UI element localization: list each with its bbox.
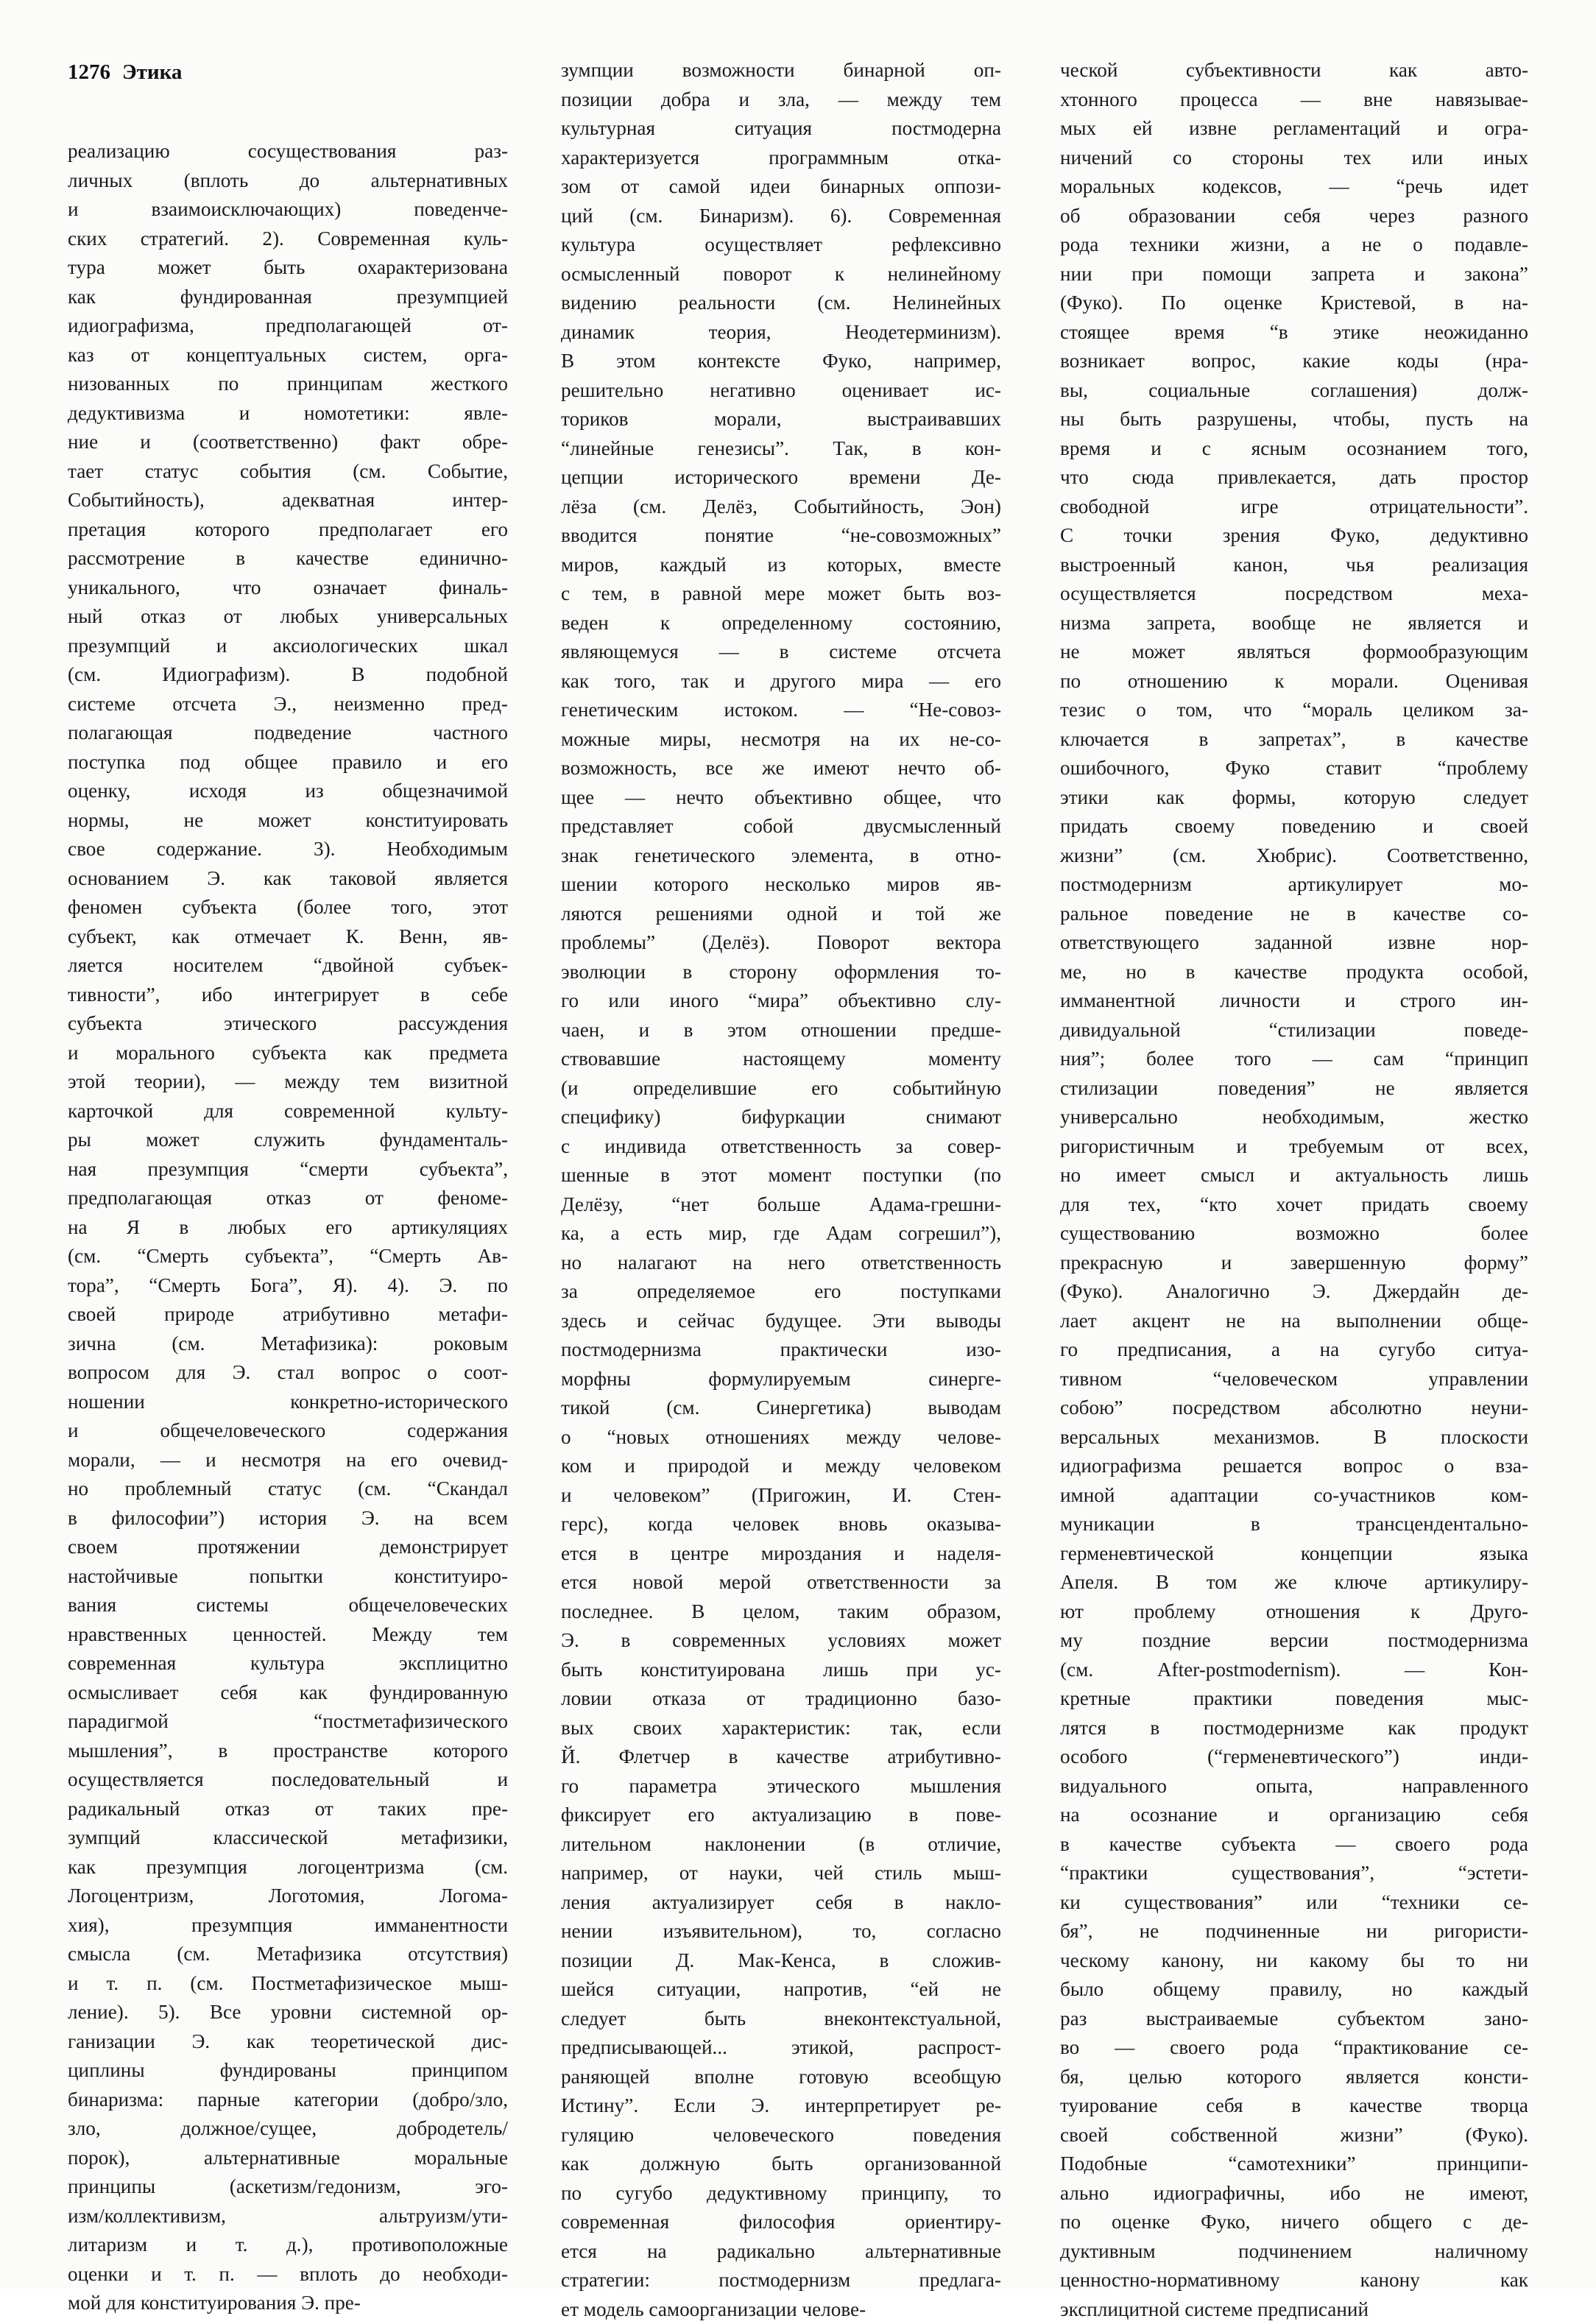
text-line: уникального, что означает финаль- <box>68 573 508 603</box>
text-line: этики как формы, которую следует <box>1060 783 1528 813</box>
text-line: ляются решениями одной и той же <box>561 900 1001 929</box>
text-line: как того, так и другого мира — его <box>561 667 1001 696</box>
text-line: ториков морали, выстраивавших <box>561 405 1001 434</box>
text-line: туирование себя в качестве творца <box>1060 2091 1528 2121</box>
text-line: возникает вопрос, какие коды (нра- <box>1060 347 1528 376</box>
text-line: не может являться формообразующим <box>1060 637 1528 667</box>
text-line: например, от науки, чей стиль мыш- <box>561 1859 1001 1888</box>
text-line: тивности”, ибо интегрирует в себе <box>68 981 508 1010</box>
text-line: ние и (соответственно) факт обре- <box>68 428 508 457</box>
text-line: тезис о том, что “мораль целиком за- <box>1060 696 1528 725</box>
text-line: парадигмой “постметафизического <box>68 1707 508 1737</box>
text-line: Делёзу, “нет больше Адама-грешни- <box>561 1190 1001 1220</box>
text-line: бя”, не подчиненные ни ригористи- <box>1060 1917 1528 1946</box>
text-line: но проблемный статус (см. “Скандал <box>68 1474 508 1504</box>
text-line: мых ей извне регламентаций и огра- <box>1060 114 1528 144</box>
text-line: ком и природой и между человеком <box>561 1452 1001 1481</box>
text-line: дивидуальной “стилизации поведе- <box>1060 1016 1528 1045</box>
text-line: ских стратегий. 2). Современная куль- <box>68 225 508 254</box>
text-line: быть конституирована лишь при ус- <box>561 1656 1001 1685</box>
text-line: тает статус события (см. Событие, <box>68 457 508 487</box>
text-line: генетическим истоком. — “Не-совоз- <box>561 696 1001 725</box>
text-line: специфику) бифуркации снимают <box>561 1103 1001 1132</box>
text-line: Событийность), адекватная интер- <box>68 486 508 515</box>
text-line: являющемуся — в системе отсчета <box>561 637 1001 667</box>
text-line: тора”, “Смерть Бога”, Я). 4). Э. по <box>68 1271 508 1301</box>
text-line: осуществляется последовательный и <box>68 1765 508 1795</box>
text-line: было общему правилу, но каждый <box>1060 1975 1528 2005</box>
text-line: динамик теория, Неодетерминизм). <box>561 318 1001 347</box>
text-line: порок), альтернативные моральные <box>68 2144 508 2173</box>
text-line: мой для конституирования Э. пре- <box>68 2289 508 2318</box>
text-column-1 <box>68 137 508 2257</box>
text-column-3 <box>1060 56 1528 2176</box>
text-line: версальных механизмов. В плоскости <box>1060 1423 1528 1452</box>
text-line: смысла (см. Метафизика отсутствия) <box>68 1940 508 1969</box>
text-line: моральных кодексов, — “речь идет <box>1060 172 1528 202</box>
text-line: здесь и сейчас будущее. Эти выводы <box>561 1307 1001 1336</box>
text-line: по отношению к морали. Оценивая <box>1060 667 1528 696</box>
text-line: раняющей вполне готовую всеобщую <box>561 2063 1001 2092</box>
text-line: (см. Идиографизм). В подобной <box>68 660 508 690</box>
text-line: как презумпция логоцентризма (см. <box>68 1853 508 1882</box>
text-line: Логоцентризм, Логотомия, Логома- <box>68 1882 508 1911</box>
text-line: ческой субъективности как авто- <box>1060 56 1528 85</box>
text-line: ют проблему отношения к Друго- <box>1060 1597 1528 1627</box>
text-line: зумпции возможности бинарной оп- <box>561 56 1001 85</box>
text-line: современная культура эксплицитно <box>68 1649 508 1678</box>
text-line: зична (см. Метафизика): роковым <box>68 1329 508 1359</box>
text-line: го или иного “мира” объективно слу- <box>561 986 1001 1016</box>
text-line: полагающая подведение частного <box>68 718 508 748</box>
text-line: герменевтической концепции языка <box>1060 1539 1528 1569</box>
text-line: ется на радикально альтернативные <box>561 2237 1001 2267</box>
text-line: своем протяжении демонстрирует <box>68 1533 508 1562</box>
text-line: предполагающая отказ от феноме- <box>68 1184 508 1213</box>
text-line: ответствующего заданной извне нор- <box>1060 928 1528 958</box>
text-line: Истину”. Если Э. интерпретирует ре- <box>561 2091 1001 2121</box>
text-line: свое содержание. 3). Необходимым <box>68 835 508 864</box>
text-line: ный отказ от любых универсальных <box>68 602 508 632</box>
text-line: ций (см. Бинаризм). 6). Современная <box>561 202 1001 231</box>
text-line: по сугубо дедуктивному принципу, то <box>561 2179 1001 2208</box>
text-line: время и с ясным осознанием того, <box>1060 434 1528 464</box>
text-line: дедуктивизма и номотетики: явле- <box>68 399 508 428</box>
text-line: литаризм и т. д.), противоположные <box>68 2231 508 2260</box>
text-line: ется в центре мироздания и наделя- <box>561 1539 1001 1569</box>
text-line: низма запрета, вообще не является и <box>1060 609 1528 638</box>
text-line: в качестве субъекта — своего рода <box>1060 1830 1528 1859</box>
text-line: щее — нечто объективно общее, что <box>561 783 1001 813</box>
text-line: за определяемое его поступками <box>561 1277 1001 1307</box>
text-line: нормы, не может конституировать <box>68 806 508 836</box>
text-line: субъект, как отмечает К. Венн, яв- <box>68 922 508 952</box>
text-line: жизни” (см. Хюбрис). Соответственно, <box>1060 841 1528 871</box>
text-line: ется новой мерой ответственности за <box>561 1568 1001 1597</box>
text-line: позиции Д. Мак-Кенса, в сложив- <box>561 1946 1001 1976</box>
text-line: ригористичным и требуемым от всех, <box>1060 1132 1528 1162</box>
text-line: вы, социальные соглашения) долж- <box>1060 376 1528 406</box>
text-line: стоящее время “в этике неожиданно <box>1060 318 1528 347</box>
text-line: ствовавшие настоящему моменту <box>561 1045 1001 1074</box>
text-line: можные миры, несмотря на их не-со- <box>561 725 1001 755</box>
text-line: гуляцию человеческого поведения <box>561 2121 1001 2150</box>
text-line: своей природе атрибутивно метафи- <box>68 1300 508 1329</box>
text-line: хтонного процесса — вне навязывае- <box>1060 85 1528 115</box>
text-line: ческому канону, ни какому бы то ни <box>1060 1946 1528 1976</box>
text-line: поступка под общее правило и его <box>68 748 508 777</box>
text-column-2 <box>561 56 1001 2176</box>
text-line: видуального опыта, направленного <box>1060 1772 1528 1801</box>
text-line: бя, целью которого является консти- <box>1060 2063 1528 2092</box>
text-line: вводится понятие “не-совозможных” <box>561 521 1001 551</box>
text-line: ры может служить фундаменталь- <box>68 1126 508 1155</box>
text-line: нии при помощи запрета и закона” <box>1060 260 1528 289</box>
text-line: шейся ситуации, напротив, “ей не <box>561 1975 1001 2005</box>
text-line: особого (“герменевтического”) инди- <box>1060 1742 1528 1772</box>
text-line: современная философия ориентиру- <box>561 2208 1001 2237</box>
text-line: но имеет смысл и актуальность лишь <box>1060 1161 1528 1190</box>
text-line: ловии отказа от традиционно базо- <box>561 1684 1001 1714</box>
text-line: и взаимоисключающих) поведенче- <box>68 195 508 225</box>
text-line: В этом контексте Фуко, например, <box>561 347 1001 376</box>
text-line: свободной игре отрицательности”. <box>1060 492 1528 522</box>
text-line: шении которого несколько миров яв- <box>561 870 1001 900</box>
text-line: стилизации поведения” не является <box>1060 1074 1528 1103</box>
text-line: во — своего рода “практикование се- <box>1060 2033 1528 2063</box>
text-line: настойчивые попытки конституиро- <box>68 1562 508 1592</box>
running-header <box>68 60 182 85</box>
text-line: низованных по принципам жесткого <box>68 370 508 399</box>
text-line: придать своему поведению и своей <box>1060 812 1528 841</box>
text-line: ошибочного, Фуко ставит “проблему <box>1060 754 1528 783</box>
text-line: по оценке Фуко, ничего общего с де- <box>1060 2208 1528 2237</box>
text-line: лительном наклонении (в отличие, <box>561 1830 1001 1859</box>
text-line: хия), презумпция имманентности <box>68 1911 508 1940</box>
text-line: презумпций и аксиологических шкал <box>68 632 508 661</box>
text-line: системе отсчета Э., неизменно пред- <box>68 690 508 719</box>
text-line: и морального субъекта как предмета <box>68 1039 508 1068</box>
text-line: своей собственной жизни” (Фуко). <box>1060 2121 1528 2150</box>
text-line: зумпций классической метафизики, <box>68 1823 508 1853</box>
text-line: тикой (см. Синергетика) выводам <box>561 1394 1001 1423</box>
text-line: лятся в постмодернизме как продукт <box>1060 1714 1528 1743</box>
text-line: ально идиографичны, ибо не имеют, <box>1060 2179 1528 2208</box>
text-line: знак генетического элемента, в отно- <box>561 841 1001 871</box>
text-line: чаен, и в этом отношении предше- <box>561 1016 1001 1045</box>
text-line: решительно негативно оценивает ис- <box>561 376 1001 406</box>
text-line: вых своих характеристик: так, если <box>561 1714 1001 1743</box>
text-line: ме, но в качестве продукта особой, <box>1060 958 1528 987</box>
text-line: “практики существования”, “эстети- <box>1060 1859 1528 1888</box>
text-line: проблемы” (Делёз). Поворот вектора <box>561 928 1001 958</box>
text-line: феномен субъекта (более того, этот <box>68 893 508 922</box>
text-line: С точки зрения Фуко, дедуктивно <box>1060 521 1528 551</box>
text-line: нравственных ценностей. Между тем <box>68 1620 508 1650</box>
text-line: рассмотрение в качестве единично- <box>68 544 508 573</box>
text-line: ценностно-нормативному канону как <box>1060 2266 1528 2295</box>
text-line: герс), когда человек вновь оказыва- <box>561 1510 1001 1539</box>
text-line: субъекта этического рассуждения <box>68 1009 508 1039</box>
text-line: морали, — и несмотря на его очевид- <box>68 1446 508 1475</box>
text-line: но налагают на него ответственность <box>561 1248 1001 1278</box>
text-line: радикальный отказ от таких пре- <box>68 1795 508 1824</box>
text-line: лёза (см. Делёз, Событийность, Эон) <box>561 492 1001 522</box>
text-line: эволюции в сторону оформления то- <box>561 958 1001 987</box>
text-line: этой теории), — между тем визитной <box>68 1067 508 1097</box>
text-line: культурная ситуация постмодерна <box>561 114 1001 144</box>
text-line: каз от концептуальных систем, орга- <box>68 341 508 370</box>
text-line: постмодернизма практически изо- <box>561 1335 1001 1365</box>
text-line: для тех, “кто хочет придать своему <box>1060 1190 1528 1220</box>
text-line: ляется носителем “двойной субъек- <box>68 951 508 981</box>
text-line: стратегии: постмодернизм предлага- <box>561 2266 1001 2295</box>
text-line: изм/коллективизм, альтруизм/ути- <box>68 2202 508 2231</box>
text-line: ет модель самоорганизации челове- <box>561 2295 1001 2324</box>
text-line: мышления”, в пространстве которого <box>68 1737 508 1766</box>
text-line: шенные в этот момент поступки (по <box>561 1161 1001 1190</box>
text-line: кретные практики поведения мыс- <box>1060 1684 1528 1714</box>
text-line: Апеля. В том же ключе артикулиру- <box>1060 1568 1528 1597</box>
text-line: на Я в любых его артикуляциях <box>68 1213 508 1243</box>
text-line: предписывающей... этикой, распрост- <box>561 2033 1001 2063</box>
text-line: раз выстраиваемые субъектом зано- <box>1060 2005 1528 2034</box>
text-line: нении изъявительном), то, согласно <box>561 1917 1001 1946</box>
text-line: Подобные “самотехники” принципи- <box>1060 2150 1528 2179</box>
text-line: (Фуко). Аналогично Э. Джердайн де- <box>1060 1277 1528 1307</box>
text-line: миров, каждый из которых, вместе <box>561 551 1001 580</box>
text-line: что сюда привлекается, дать простор <box>1060 463 1528 492</box>
text-line: универсально необходимым, жестко <box>1060 1103 1528 1132</box>
text-line: оценку, исходя из общезначимой <box>68 777 508 806</box>
text-line: Э. в современных условиях может <box>561 1626 1001 1656</box>
text-line: возможность, все же имеют нечто об- <box>561 754 1001 783</box>
text-line: ничений со стороны тех или иных <box>1060 144 1528 173</box>
text-line: и человеком” (Пригожин, И. Стен- <box>561 1481 1001 1511</box>
text-line: фиксирует его актуализацию в пове- <box>561 1801 1001 1830</box>
text-line: ны быть разрушены, чтобы, пусть на <box>1060 405 1528 434</box>
text-line: ношении конкретно-исторического <box>68 1388 508 1417</box>
text-line: “линейные генезисы”. Так, в кон- <box>561 434 1001 464</box>
page-number: 1276 <box>68 60 110 85</box>
text-line: муникации в трансцендентально- <box>1060 1510 1528 1539</box>
text-line: осмысленный поворот к нелинейному <box>561 260 1001 289</box>
text-line: вания системы общечеловеческих <box>68 1591 508 1620</box>
text-line: веден к определенному состоянию, <box>561 609 1001 638</box>
text-line: выстроенный канон, чья реализация <box>1060 551 1528 580</box>
text-line: и т. п. (см. Постметафизическое мыш- <box>68 1969 508 1999</box>
text-line: как фундированная презумпцией <box>68 283 508 312</box>
text-line: ление). 5). Все уровни системной ор- <box>68 1998 508 2027</box>
text-line: Й. Флетчер в качестве атрибутивно- <box>561 1742 1001 1772</box>
text-line: идиографизма, предполагающей от- <box>68 311 508 341</box>
text-line: вопросом для Э. стал вопрос о соот- <box>68 1358 508 1388</box>
text-line: как должную быть организованной <box>561 2150 1001 2179</box>
text-line: о “новых отношениях между челове- <box>561 1423 1001 1452</box>
text-line: циплины фундированы принципом <box>68 2056 508 2085</box>
text-line: в философии”) история Э. на всем <box>68 1504 508 1533</box>
text-line: характеризуется программным отка- <box>561 144 1001 173</box>
text-line: морфны формулируемым синерге- <box>561 1365 1001 1394</box>
text-line: существованию возможно более <box>1060 1219 1528 1248</box>
text-line: ключается в запретах”, в качестве <box>1060 725 1528 755</box>
text-line: (Фуко). По оценке Кристевой, в на- <box>1060 289 1528 318</box>
text-line: рода техники жизни, а не о подавле- <box>1060 230 1528 260</box>
text-line: об образовании себя через разного <box>1060 202 1528 231</box>
text-line: го параметра этического мышления <box>561 1772 1001 1801</box>
text-line: оценки и т. п. — вплоть до необходи- <box>68 2260 508 2289</box>
text-line: (см. After-postmodernism). — Кон- <box>1060 1656 1528 1685</box>
text-line: ка, а есть мир, где Адам согрешил”), <box>561 1219 1001 1248</box>
text-line: с тем, в равной мере может быть воз- <box>561 579 1001 609</box>
text-line: позиции добра и зла, — между тем <box>561 85 1001 115</box>
text-line: осуществляется посредством меха- <box>1060 579 1528 609</box>
text-line: идиографизма решается вопрос о вза- <box>1060 1452 1528 1481</box>
text-line: на осознание и организацию себя <box>1060 1801 1528 1830</box>
text-line: претация которого предполагает его <box>68 515 508 545</box>
text-line: му поздние версии постмодернизма <box>1060 1626 1528 1656</box>
text-line: реализацию сосуществования раз- <box>68 137 508 166</box>
text-line: собою” посредством абсолютно неуни- <box>1060 1394 1528 1423</box>
text-line: (и определившие его событийную <box>561 1074 1001 1103</box>
text-line: эксплицитной системе предписаний <box>1060 2295 1528 2324</box>
text-line: прекрасную и завершенную форму” <box>1060 1248 1528 1278</box>
text-line: личных (вплоть до альтернативных <box>68 166 508 196</box>
text-line: зло, должное/сущее, добродетель/ <box>68 2114 508 2144</box>
text-line: принципы (аскетизм/гедонизм, эго- <box>68 2172 508 2202</box>
text-line: тура может быть охарактеризована <box>68 253 508 283</box>
text-line: ганизации Э. как теоретической дис- <box>68 2027 508 2057</box>
text-line: представляет собой двусмысленный <box>561 812 1001 841</box>
text-line: основанием Э. как таковой является <box>68 864 508 894</box>
text-line: зом от самой идеи бинарных оппози- <box>561 172 1001 202</box>
text-line: культура осуществляет рефлексивно <box>561 230 1001 260</box>
text-line: последнее. В целом, таким образом, <box>561 1597 1001 1627</box>
text-line: (см. “Смерть субъекта”, “Смерть Ав- <box>68 1242 508 1271</box>
text-line: следует быть внеконтекстуальной, <box>561 2005 1001 2034</box>
text-line: видению реальности (см. Нелинейных <box>561 289 1001 318</box>
text-line: тивном “человеческом управлении <box>1060 1365 1528 1394</box>
text-line: с индивида ответственность за совер- <box>561 1132 1001 1162</box>
text-line: го предписания, а на сугубо ситуа- <box>1060 1335 1528 1365</box>
text-line: ния”; более того — сам “принцип <box>1060 1045 1528 1074</box>
text-line: ления актуализирует себя в накло- <box>561 1888 1001 1918</box>
text-line: имманентной личности и строго ин- <box>1060 986 1528 1016</box>
text-line: лает акцент не на выполнении обще- <box>1060 1307 1528 1336</box>
text-line: имной адаптации со-участников ком- <box>1060 1481 1528 1511</box>
text-line: ная презумпция “смерти субъекта”, <box>68 1155 508 1184</box>
text-line: бинаризма: парные категории (добро/зло, <box>68 2085 508 2115</box>
text-line: ки существования” или “техники се- <box>1060 1888 1528 1918</box>
text-line: осмысливает себя как фундированную <box>68 1678 508 1708</box>
text-line: ральное поведение не в качестве со- <box>1060 900 1528 929</box>
text-line: дуктивным подчинением наличному <box>1060 2237 1528 2267</box>
text-line: постмодернизм артикулирует мо- <box>1060 870 1528 900</box>
text-line: карточкой для современной культу- <box>68 1097 508 1126</box>
section-title: Этика <box>122 60 182 85</box>
text-line: и общечеловеческого содержания <box>68 1416 508 1446</box>
text-line: цепции исторического времени Де- <box>561 463 1001 492</box>
